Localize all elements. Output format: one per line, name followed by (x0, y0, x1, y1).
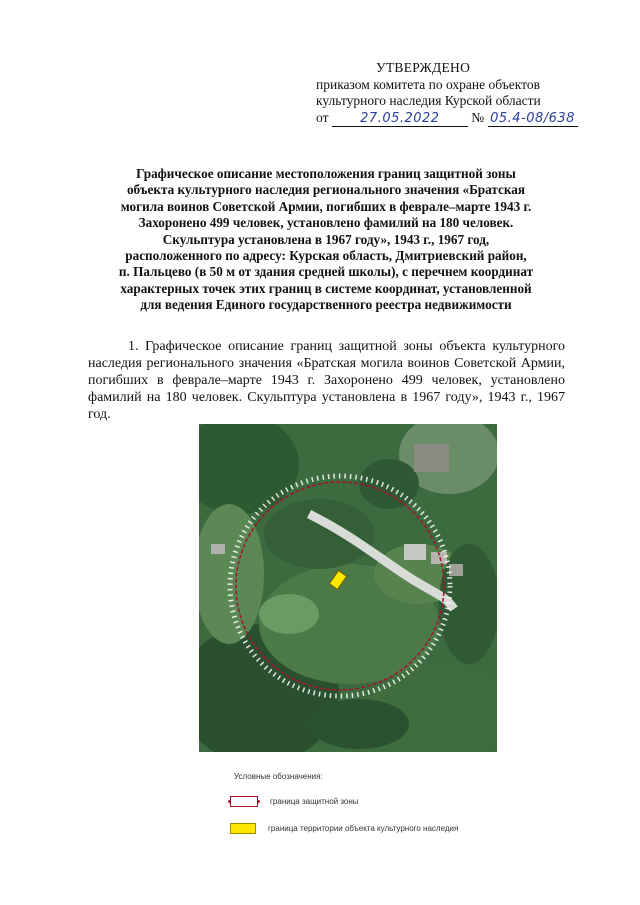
date-handwritten: 27.05.2022 (360, 110, 440, 126)
description-paragraph: 1. Графическое описание границ защитной зоны объекта культурного наследия регионального значения «Братская могила воинов Советской Армии, погибших в феврале–марте 1943 г. Захоронено 499 человек, установлено фамилий на 180 человек. Скульптура установлена в 1967 году», 1943 г., 1967 год. (88, 339, 565, 422)
object-territory-symbol (230, 823, 256, 834)
number-handwritten: 05.4-08/638 (490, 110, 575, 126)
number-sign: № (471, 109, 485, 125)
title-line: для ведения Единого государственного реестра недвижимости (140, 297, 512, 313)
legend-item-zone-label: граница защитной зоны (270, 797, 359, 806)
number-field (488, 111, 578, 127)
approval-line-2: культурного наследия Курской области (316, 93, 541, 108)
approval-date-line (316, 110, 616, 127)
approval-line-1: приказом комитета по охране объектов (316, 76, 540, 92)
legend-title: Условные обозначения: (234, 772, 323, 781)
title-line: могила воинов Советской Армии, погибших в феврале–марте 1943 г. (120, 198, 532, 214)
title-line: Скульптура установлена в 1967 году», 1943 г., 1967 год, (162, 231, 490, 247)
legend-item-zone (230, 796, 359, 807)
map-image (199, 424, 497, 752)
legend-item-object (230, 823, 458, 834)
approval-heading: УТВЕРЖДЕНО (376, 60, 471, 75)
satellite-map (199, 424, 497, 752)
title-line: объекта культурного наследия регионального значения «Братская (126, 182, 526, 198)
title-line: Захоронено 499 человек, установлено фамилий на 180 человек. (138, 215, 514, 231)
title-line: характерных точек этих границ в системе координат, установленной (120, 280, 532, 296)
title-line: Графическое описание местоположения границ защитной зоны (136, 166, 516, 181)
title-line: п. Пальцево (в 50 м от здания средней школы), с перечнем координат (118, 264, 534, 280)
zone-border-symbol (230, 796, 258, 807)
legend-item-object-label: граница территории объекта культурного наследия (268, 824, 459, 833)
approval-block (316, 60, 616, 127)
date-field (332, 111, 468, 127)
document-title (88, 166, 564, 314)
date-prefix: от (316, 109, 329, 125)
title-line: расположенного по адресу: Курская область, Дмитриевский район, (125, 248, 527, 264)
